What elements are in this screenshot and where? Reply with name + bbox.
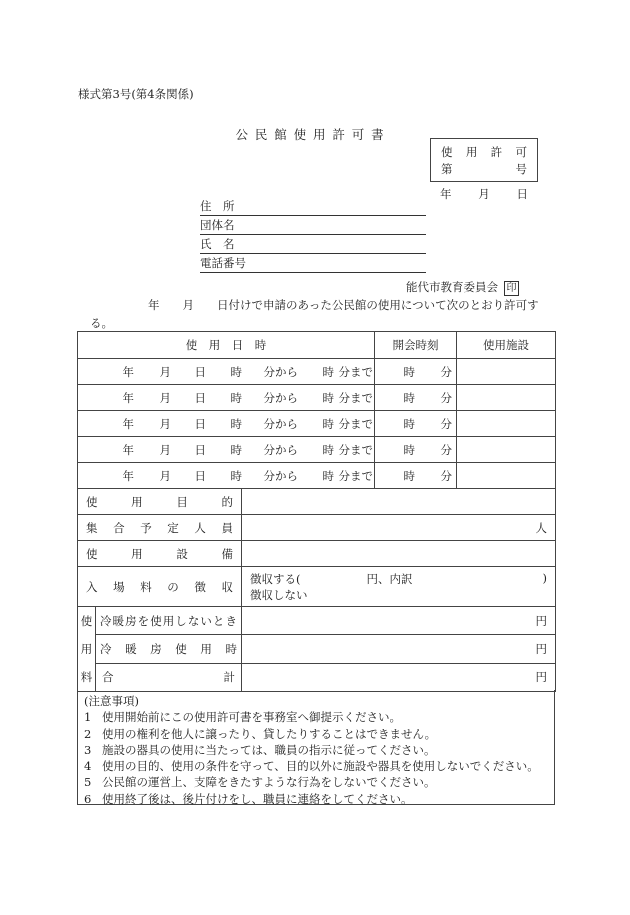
admission-input[interactable]	[242, 567, 556, 607]
note-item	[84, 742, 548, 758]
note-number: 6	[84, 791, 92, 806]
facility-input[interactable]	[457, 437, 556, 463]
document-title: 公民館使用許可書	[235, 127, 391, 142]
datetime-unit: 分から	[263, 468, 299, 483]
body-text-line1: 年 月 日付けで申請のあった公民館の使用について次のとおり許可す	[148, 298, 539, 312]
note-item	[84, 726, 548, 742]
usage-datetime-input[interactable]	[78, 359, 375, 385]
datetime-unit: 月	[159, 390, 172, 405]
usage-datetime-row	[78, 411, 556, 437]
issuer	[406, 279, 519, 296]
usage-datetime-row	[78, 359, 556, 385]
datetime-unit: 分から	[263, 442, 299, 457]
note-item	[84, 791, 548, 807]
datetime-unit: 分まで	[338, 390, 374, 405]
note-number: 1	[84, 710, 92, 725]
datetime-unit: 年	[122, 468, 135, 483]
datetime-unit: 時	[230, 468, 243, 483]
group-name-field[interactable]	[200, 216, 426, 235]
permit-number-box	[430, 138, 538, 182]
datetime-unit: 日	[194, 390, 207, 405]
datetime-unit: 時	[230, 390, 243, 405]
start-time-input[interactable]	[375, 385, 457, 411]
note-item	[84, 774, 548, 790]
datetime-unit: 分まで	[338, 468, 374, 483]
datetime-unit: 年	[122, 416, 135, 431]
datetime-unit: 分から	[263, 390, 299, 405]
permit-label-char: 用	[465, 145, 478, 159]
start-time-input[interactable]	[375, 359, 457, 385]
fee-no-ac-label: 冷 暖 房 を 使 用 し な い と き	[96, 607, 242, 635]
datetime-unit: 時	[322, 468, 335, 483]
datetime-unit: 月	[159, 416, 172, 431]
permit-label-char: 使	[441, 145, 453, 159]
usage-datetime-input[interactable]	[78, 463, 375, 489]
admission-no-option[interactable]: 徴収しない	[250, 587, 308, 602]
date-year: 年	[440, 187, 452, 201]
datetime-unit: 月	[159, 442, 172, 457]
start-time-input[interactable]	[375, 463, 457, 489]
usage-datetime-row	[78, 463, 556, 489]
start-time-unit: 分	[440, 468, 453, 483]
note-text: 使用開始前にこの使用許可書を事務室へ御提示ください。	[102, 710, 401, 725]
datetime-unit: 年	[122, 364, 135, 379]
datetime-unit: 日	[194, 364, 207, 379]
datetime-unit: 分まで	[338, 364, 374, 379]
date-day: 日	[516, 187, 528, 201]
admission-label-cell: 入 場 料 の 徴 収	[78, 567, 242, 607]
usage-datetime-row	[78, 437, 556, 463]
group-name-label: 団体名	[200, 218, 235, 232]
note-number: 3	[84, 742, 92, 757]
datetime-unit: 時	[322, 390, 335, 405]
purpose-label-cell: 使 用 目 的	[78, 489, 242, 515]
note-number: 5	[84, 775, 92, 790]
datetime-unit: 月	[159, 468, 172, 483]
admission-yen-detail: 円、内訳	[366, 571, 413, 586]
datetime-unit: 時	[230, 364, 243, 379]
header-start-time: 開会時刻	[375, 332, 457, 359]
phone-field[interactable]	[200, 254, 426, 273]
datetime-unit: 時	[230, 416, 243, 431]
attendees-input[interactable]	[242, 515, 556, 541]
facility-input[interactable]	[457, 411, 556, 437]
datetime-unit: 日	[194, 442, 207, 457]
datetime-unit: 月	[159, 364, 172, 379]
address-label: 住 所	[200, 199, 235, 213]
start-time-unit: 時	[403, 468, 416, 483]
note-text: 使用の目的、使用の条件を守って、目的以外に施設や器具を使用しないでください。	[102, 759, 539, 774]
datetime-unit: 分から	[263, 416, 299, 431]
fee-total-input[interactable]: 円	[242, 663, 556, 691]
start-time-input[interactable]	[375, 411, 457, 437]
start-time-unit: 時	[403, 416, 416, 431]
name-label: 氏 名	[200, 237, 235, 251]
usage-datetime-input[interactable]	[78, 411, 375, 437]
facility-input[interactable]	[457, 463, 556, 489]
start-time-unit: 時	[403, 390, 416, 405]
equipment-input[interactable]	[242, 541, 556, 567]
start-time-unit: 分	[440, 390, 453, 405]
permit-number-prefix: 第	[441, 162, 453, 176]
purpose-input[interactable]	[242, 489, 556, 515]
datetime-unit: 年	[122, 442, 135, 457]
admission-close-paren: )	[542, 570, 548, 585]
fee-ac-label: 冷 暖 房 使 用 時	[96, 635, 242, 663]
permit-label-char: 許	[490, 145, 503, 159]
datetime-unit: 分まで	[338, 416, 374, 431]
note-text: 使用終了後は、後片付けをし、職員に連絡をしてください。	[102, 791, 413, 806]
form-number: 様式第3号(第4条関係)	[78, 87, 194, 101]
issuer-name: 能代市教育委員会	[406, 280, 498, 294]
phone-label: 電話番号	[200, 256, 246, 270]
note-text: 公民館の運営上、支障をきたすような行為をしないでください。	[102, 775, 436, 790]
note-number: 2	[84, 726, 92, 741]
permit-number-suffix: 号	[515, 162, 527, 176]
start-time-unit: 時	[403, 364, 416, 379]
datetime-unit: 分まで	[338, 442, 374, 457]
fee-total-label: 合 計	[96, 663, 242, 691]
start-time-unit: 分	[440, 364, 453, 379]
permit-label-char: 可	[515, 145, 527, 159]
permit-table	[77, 331, 556, 692]
date-month: 月	[478, 187, 490, 201]
name-field[interactable]	[200, 235, 426, 254]
datetime-unit: 時	[322, 416, 335, 431]
note-number: 4	[84, 759, 92, 774]
equipment-label-cell: 使 用 設 備	[78, 541, 242, 567]
address-field[interactable]	[200, 197, 426, 216]
start-time-unit: 分	[440, 416, 453, 431]
note-text: 使用の権利を他人に譲ったり、貸したりすることはできません。	[102, 726, 437, 741]
usage-datetime-input[interactable]	[78, 385, 375, 411]
seal-mark: 印	[504, 281, 519, 296]
datetime-unit: 時	[230, 442, 243, 457]
start-time-input[interactable]	[375, 437, 457, 463]
note-item	[84, 709, 548, 725]
start-time-unit: 分	[440, 442, 453, 457]
attendees-unit: 人	[535, 520, 548, 535]
usage-datetime-input[interactable]	[78, 437, 375, 463]
datetime-unit: 時	[322, 442, 335, 457]
start-time-unit: 時	[403, 442, 416, 457]
note-text: 施設の器具の使用に当たっては、職員の指示に従ってください。	[102, 742, 436, 757]
facility-input[interactable]	[457, 385, 556, 411]
datetime-unit: 分から	[263, 364, 299, 379]
notes-section	[77, 690, 555, 805]
header-datetime: 使 用 日 時	[78, 332, 375, 359]
admission-collect-option[interactable]: 徴収する(	[250, 571, 301, 586]
datetime-unit: 年	[122, 390, 135, 405]
datetime-unit: 時	[322, 364, 335, 379]
usage-datetime-row	[78, 385, 556, 411]
header-facility: 使用施設	[457, 332, 556, 359]
fee-side-label-cell: 使 用 料	[78, 607, 96, 692]
notes-heading: (注意事項)	[84, 694, 139, 708]
issue-date	[440, 186, 528, 202]
attendees-label-cell: 集 合 予 定 人 員	[78, 515, 242, 541]
body-text-line2: る。	[90, 316, 113, 330]
datetime-unit: 日	[194, 468, 207, 483]
note-item	[84, 758, 548, 774]
datetime-unit: 日	[194, 416, 207, 431]
fee-ac-input[interactable]: 円	[242, 635, 556, 663]
facility-input[interactable]	[457, 359, 556, 385]
fee-no-ac-input[interactable]: 円	[242, 607, 556, 635]
